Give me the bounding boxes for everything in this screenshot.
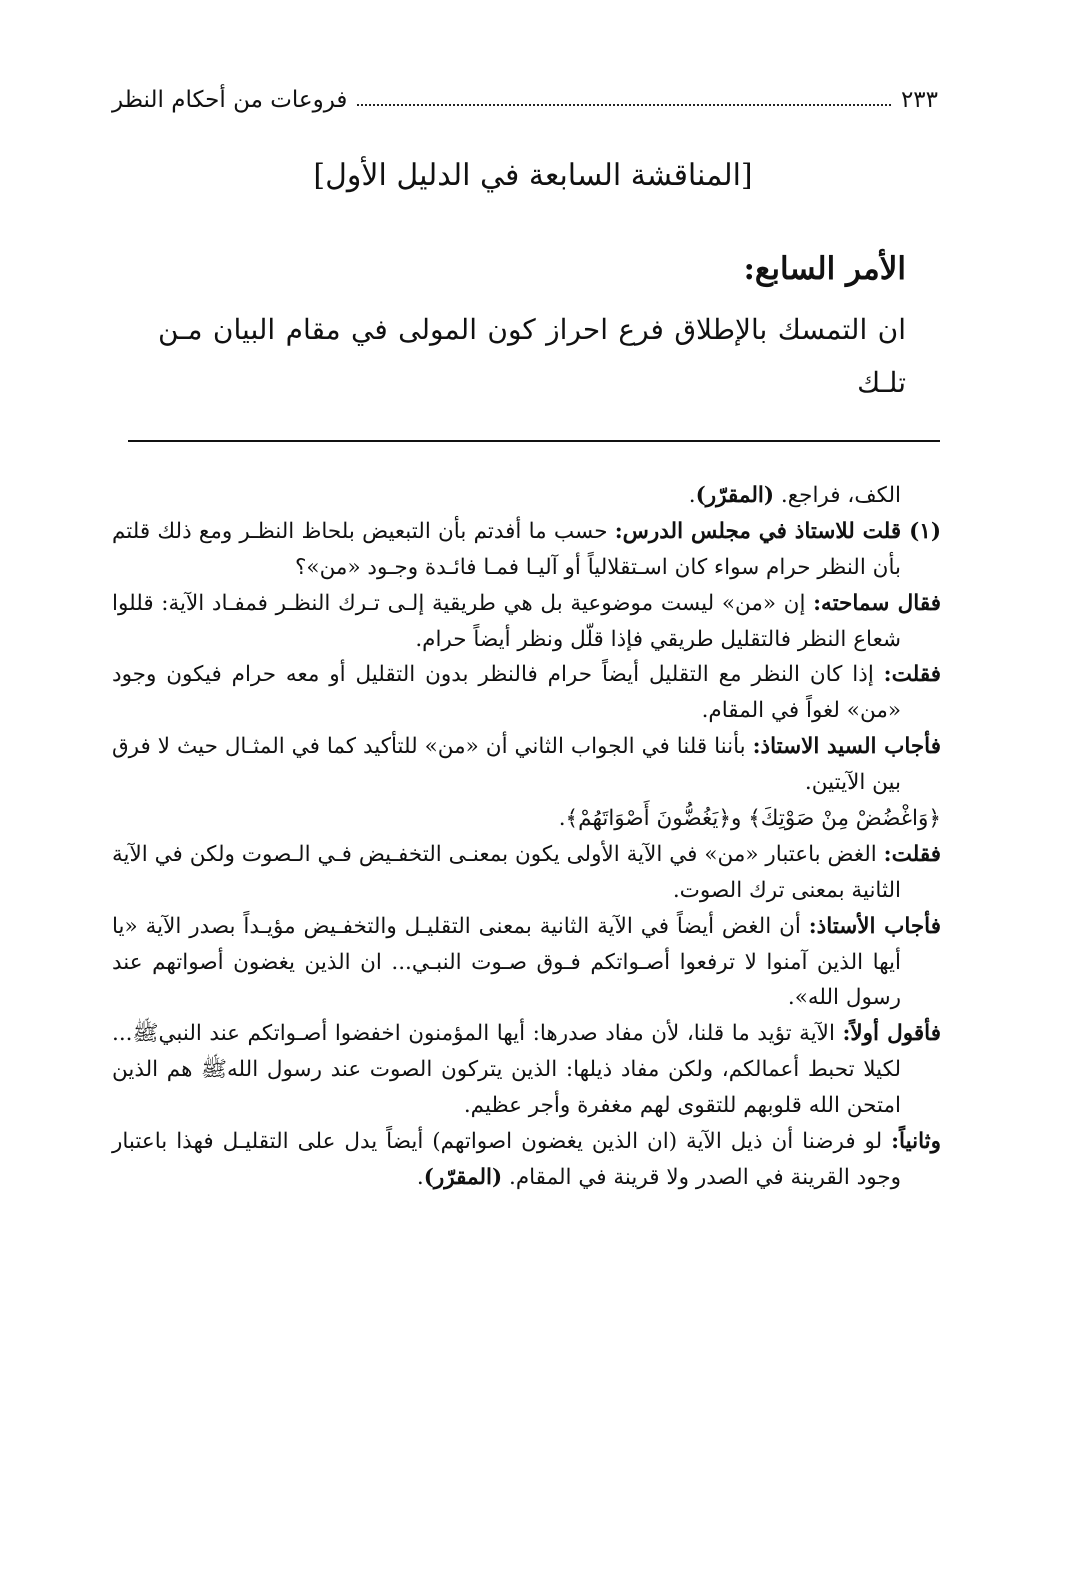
- footnote-end: .: [688, 483, 696, 508]
- footnote-continuation: [112, 478, 941, 514]
- footnote-item: [112, 909, 941, 1017]
- footnotes: [112, 478, 941, 1196]
- main-text: ان التمسك بالإطلاق فرع احراز كون المولى في مقام البيان مـن تلـك: [158, 312, 906, 400]
- footnote-lead: (١) قلت للاستاذ في مجلس الدرس:: [614, 518, 941, 544]
- page-number: ٢٣٣: [900, 87, 938, 113]
- footnote-lead: فقلت:: [883, 841, 941, 867]
- footnote-item: [112, 657, 941, 729]
- footnote-separator: [128, 440, 940, 442]
- footnote-end: .: [416, 1164, 424, 1190]
- footnote-lead: وثانياً:: [891, 1129, 941, 1155]
- footnote-lead: فأجاب الأستاذ:: [808, 913, 941, 939]
- running-header: [112, 80, 938, 120]
- footnote-text: الآية تؤيد ما قلنا، لأن مفاد صدرها: أيها المؤمنون اخفضوا أصـواتكم عند النبيﷺ... لكيلا تحبط أعمالكم، ولكن مفاد ذيلها: الذين يتركون الصوت عند رسول اللهﷺ هم الذين امتحن الله قلوبهم للتقوى لهم مغفرة وأجر عظيم.: [112, 1021, 901, 1119]
- section-title: [المناقشة السابعة في الدليل الأول]: [313, 158, 753, 193]
- footnote-item: [112, 586, 941, 658]
- footnote-item: [112, 514, 941, 586]
- footnote-text: حسب ما أفدتم بأن التبعيض بلحاظ النظـر ومع ذلك قلتم بأن النظر حرام سواء كان اسـتقلالياً أو آليـا فمـا فائـدة وجـود «من»؟: [112, 518, 901, 580]
- footnote-text: إن «من» ليست موضوعية بل هي طريقية إلـى تـرك النظـر فمفـاد الآية: قللوا شعاع النظر فالتقليل طريقي فإذا قلّل ونظر أيضاً حرام.: [112, 590, 901, 652]
- main-heading: الأمر السابع:: [743, 251, 906, 287]
- footnote-lead: فقلت:: [883, 662, 941, 688]
- quran-verse: ﴿وَاغْضُضْ مِنْ صَوْتِكَ﴾ و﴿يَغُضُّونَ أَصْوَاتَهُمْ﴾.: [558, 806, 941, 832]
- header-dot-leader: [357, 104, 891, 106]
- footnote-lead: فقال سماحته:: [813, 590, 941, 616]
- footnote-text: أن الغض أيضاً في الآية الثانية بمعنى التقليـل والتخفـيض مؤيـداً بصدر الآية «يا أيها الذين آمنوا لا ترفعوا أصـواتكم فـوق صـوت النبـي... ان الذين يغضون أصواتهم عند رسول الله».: [112, 913, 902, 1011]
- footnote-text: لو فرضنا أن ذيل الآية (ان الذين يغضون اصواتهم) أيضاً يدل على التقليـل فهذا باعتبار وجود القرينة في الصدر ولا قرينة في المقام.: [112, 1129, 901, 1190]
- running-title: فروعات من أحكام النظر: [112, 87, 348, 113]
- footnote-item: [112, 1016, 941, 1124]
- footnote-item: [112, 729, 941, 801]
- source-attribution: (المقرّر): [423, 1164, 503, 1190]
- source-attribution: (المقرّر): [695, 483, 775, 508]
- main-body: [158, 240, 906, 409]
- footnote-lead: فأقول أولاً:: [842, 1021, 942, 1047]
- footnote-text: الكف، فراجع.: [774, 483, 901, 508]
- footnote-item: [112, 837, 941, 909]
- footnote-item: [112, 1124, 941, 1196]
- footnote-lead: فأجاب السيد الاستاذ:: [752, 734, 941, 760]
- footnote-text: الغض باعتبار «من» في الآية الأولى يكون بمعنـى التخفـيض فـي الـصوت ولكن في الآية الثانية بمعنى ترك الصوت.: [112, 841, 901, 903]
- footnote-text: بأننا قلنا في الجواب الثاني أن «من» للتأكيد كما في المثـال حيث لا فرق بين الآيتين.: [112, 734, 901, 796]
- footnote-text: إذا كان النظر مع التقليل أيضاً حرام فالنظر بدون التقليل أو معه حرام فيكون وجود «من» لغواً في المقام.: [112, 662, 901, 724]
